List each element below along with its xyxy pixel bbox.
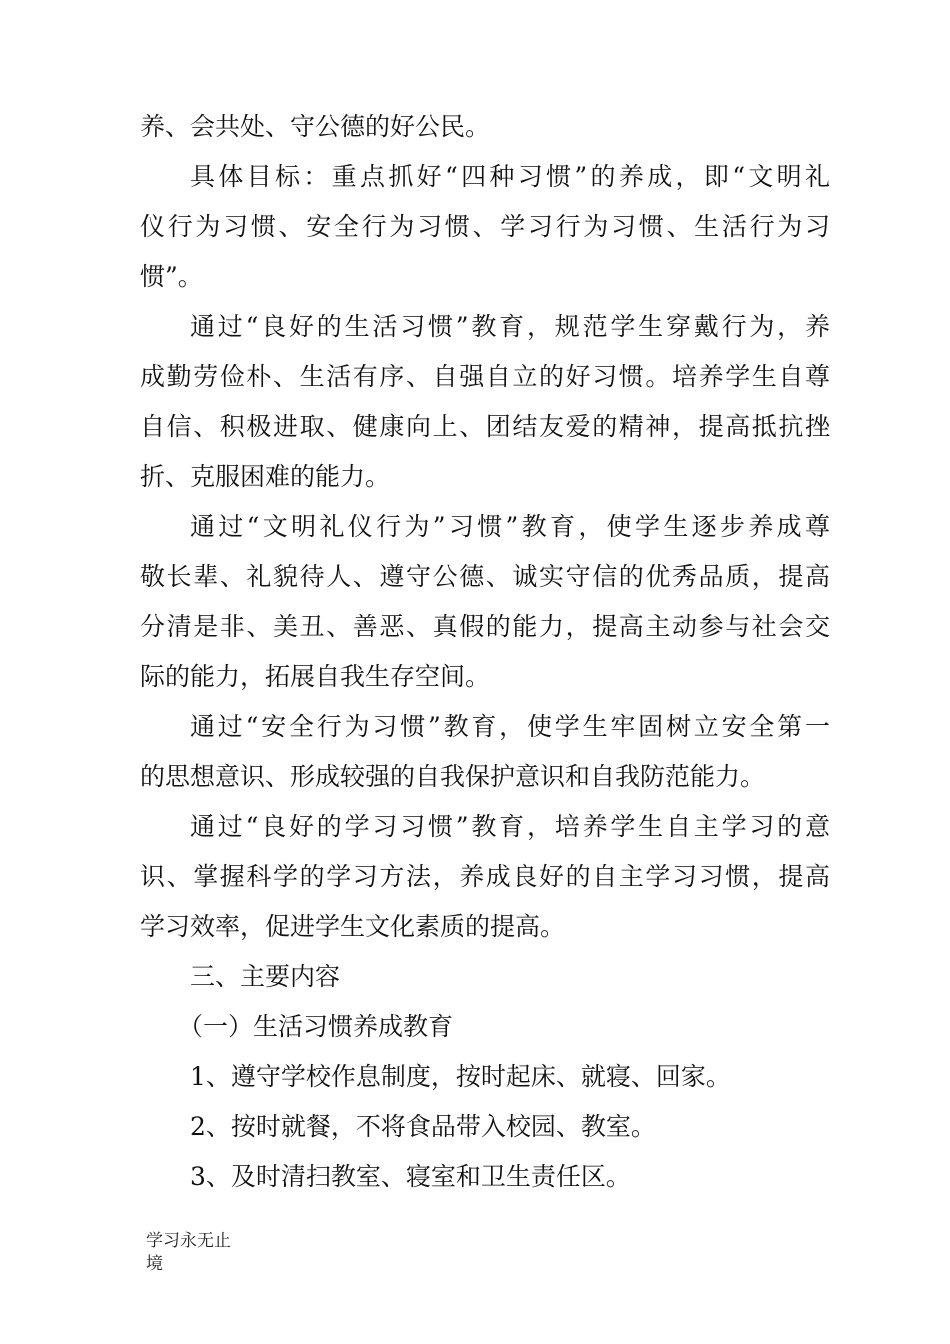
footer-line: 境: [146, 1254, 163, 1274]
text-line: 通过“良好的学习习惯”教育，培养学生自主学习的意: [190, 812, 830, 841]
document-body: [140, 102, 830, 1202]
text-line: 成勤劳俭朴、生活有序、自强自立的好习惯。培养学生自尊: [140, 362, 830, 391]
text-line: 具体目标：重点抓好“四种习惯”的养成，即“文明礼: [190, 162, 830, 191]
text-line: 的思想意识、形成较强的自我保护意识和自我防范能力。: [140, 762, 766, 791]
section-heading: 三、主要内容: [190, 962, 341, 991]
list-item: 2、按时就餐，不将食品带入校园、教室。: [190, 1112, 656, 1141]
text-line: 通过“文明礼仪行为”习惯”教育，使学生逐步养成尊: [190, 512, 830, 541]
text-line: 养、会共处、守公德的好公民。: [140, 112, 491, 141]
text-line: 折、克服困难的能力。: [140, 462, 391, 491]
text-line: 自信、积极进取、健康向上、团结友爱的精神，提高抵抗挫: [140, 412, 830, 441]
text-line: 通过“安全行为习惯”教育，使学生牢固树立安全第一: [190, 712, 830, 741]
page-footer: [146, 1230, 266, 1276]
footer-line: 学习永无止: [146, 1231, 231, 1251]
text-line: 仪行为习惯、安全行为习惯、学习行为习惯、生活行为习: [140, 212, 830, 241]
text-line: 际的能力，拓展自我生存空间。: [140, 662, 491, 691]
text-line: 敬长辈、礼貌待人、遵守公德、诚实守信的优秀品质，提高: [140, 562, 830, 591]
text-line: 通过“良好的生活习惯”教育，规范学生穿戴行为，养: [190, 312, 830, 341]
text-line: 惯”。: [140, 262, 203, 291]
text-line: 分清是非、美丑、善恶、真假的能力，提高主动参与社会交: [140, 612, 830, 641]
list-item: 1、遵守学校作息制度，按时起床、就寝、回家。: [190, 1062, 731, 1091]
list-item: 3、及时清扫教室、寝室和卫生责任区。: [190, 1162, 631, 1191]
text-line: 学习效率，促进学生文化素质的提高。: [140, 912, 566, 941]
subsection-heading: （一）生活习惯养成教育: [178, 1012, 454, 1041]
text-line: 识、掌握科学的学习方法，养成良好的自主学习习惯，提高: [140, 862, 830, 891]
